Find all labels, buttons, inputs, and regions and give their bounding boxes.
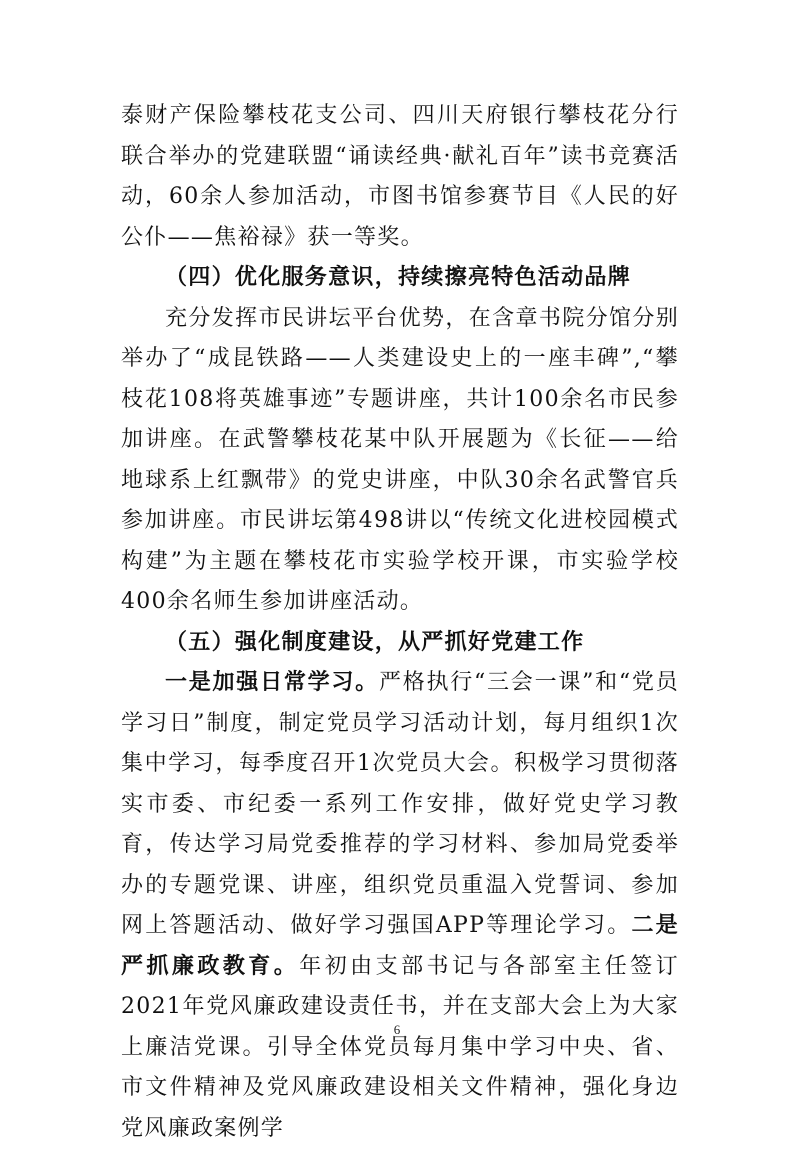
lead-phrase-integrity-education: 二是严抓廉政教育。 — [121, 913, 679, 979]
document-body — [121, 96, 679, 1149]
section-heading-5: （五）强化制度建设，从严抓好党建工作 — [165, 629, 585, 655]
lead-phrase-daily-study: 一是加强日常学习。 — [165, 670, 379, 695]
daily-study-text: 严格执行“三会一课”和“党员学习日”制度，制定党员学习活动计划，每月组织1次集中学习，每季度召开1次党员大会。积极学习贯彻落实市委、市纪委一系列工作安排，做好党史学习教育，传达学习局党委推荐的学习材料、参加局党委举办的专题党课、讲座，组织党员重温入党誓词、参加网上答题活动、做好学习强国APP等理论学习。 — [121, 670, 679, 938]
paragraph-party-building — [121, 663, 679, 1149]
paragraph-lecture-forum: 充分发挥市民讲坛平台优势，在含章书院分馆分别举办了“成昆铁路——人类建设史上的一座丰碑”,“攀枝花108将英雄事迹”专题讲座，共计100余名市民参加讲座。在武警攀枝花某中队开展题为《长征——给地球系上红飘带》的党史讲座，中队30余名武警官兵参加讲座。市民讲坛第498讲以“传统文化进校园模式构建”为主题在攀枝花市实验学校开课，市实验学校400余名师生参加讲座活动。 — [121, 305, 679, 614]
paragraph-continuation: 泰财产保险攀枝花支公司、四川天府银行攀枝花分行联合举办的党建联盟“诵读经典·献礼百年”读书竞赛活动，60余人参加活动，市图书馆参赛节目《人民的好公仆——焦裕禄》获一等奖。 — [121, 103, 679, 250]
section-heading-4: （四）优化服务意识，持续擦亮特色活动品牌 — [165, 265, 632, 290]
integrity-education-text: 年初由支部书记与各部室主任签订2021年党风廉政建设责任书，并在支部大会上为大家上廉洁党课。引导全体党员每月集中学习中央、省、市文件精神及党风廉政建设相关文件精神，强化身边党风廉政案例学 — [121, 953, 679, 1141]
page-number: 6 — [393, 1022, 401, 1037]
